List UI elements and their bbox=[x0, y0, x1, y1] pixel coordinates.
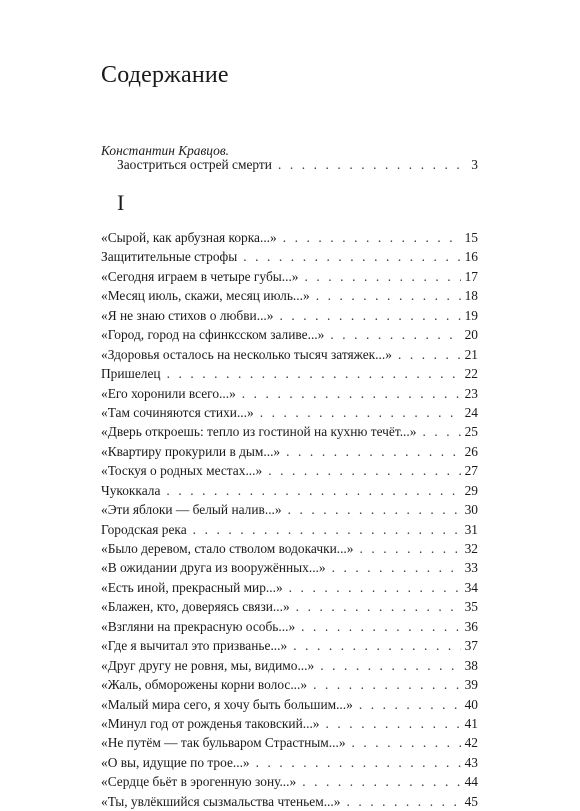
entry-title: Заостриться острей смерти bbox=[117, 157, 272, 172]
entry-title: «О вы, идущие по трое...» bbox=[101, 754, 250, 770]
toc-entry bbox=[101, 228, 478, 247]
toc-entry bbox=[101, 422, 478, 441]
toc-entry bbox=[101, 500, 478, 519]
toc-entry bbox=[101, 247, 478, 266]
entry-title: «Жаль, обморожены корни волос...» bbox=[101, 677, 308, 693]
toc-entry bbox=[101, 481, 478, 500]
entry-title: «Минул год от рожденья таковский...» bbox=[101, 715, 320, 731]
entry-page: 42 bbox=[464, 735, 478, 751]
toc-entry bbox=[101, 617, 478, 636]
entry-page: 40 bbox=[464, 696, 478, 712]
entry-page: 41 bbox=[464, 715, 478, 731]
preface-author: Константин Кравцов. bbox=[101, 143, 230, 158]
entry-page: 16 bbox=[464, 249, 478, 265]
leader-dots bbox=[320, 656, 460, 675]
leader-dots bbox=[283, 228, 461, 247]
entry-title: «Было деревом, стало стволом водокачки...» bbox=[101, 541, 354, 556]
entry-title: «Тоскуя о родных местах...» bbox=[101, 463, 263, 479]
leader-dots bbox=[293, 636, 460, 655]
entry-page: 31 bbox=[464, 521, 478, 537]
toc-entry bbox=[101, 578, 478, 597]
entry-title: Городская река bbox=[101, 521, 187, 537]
toc-entry bbox=[101, 753, 478, 772]
entry-page: 20 bbox=[464, 327, 478, 343]
leader-dots bbox=[268, 461, 460, 480]
preface-entry bbox=[117, 155, 478, 174]
entry-page: 33 bbox=[464, 560, 478, 576]
leader-dots bbox=[243, 247, 460, 266]
leader-dots bbox=[313, 675, 461, 694]
toc-entry bbox=[101, 520, 478, 539]
entry-title: «Есть иной, прекрасный мир...» bbox=[101, 579, 283, 595]
entry-page: 3 bbox=[471, 157, 478, 172]
entry-title: «Ты, увлёкшийся сызмальства чтеньем...» bbox=[101, 793, 341, 809]
toc-entry bbox=[101, 772, 478, 791]
page-title: Содержание bbox=[101, 62, 229, 88]
entry-page: 21 bbox=[464, 346, 478, 362]
entry-page: 26 bbox=[464, 443, 478, 459]
entry-page: 38 bbox=[464, 657, 478, 673]
entry-title: «Где я вычитал это призванье...» bbox=[101, 638, 288, 654]
leader-dots bbox=[326, 714, 461, 733]
leader-dots bbox=[330, 325, 460, 344]
toc-entry bbox=[101, 597, 478, 616]
leader-dots bbox=[316, 286, 461, 305]
entry-page: 37 bbox=[464, 638, 478, 654]
toc-entry bbox=[101, 461, 478, 480]
leader-dots bbox=[302, 772, 460, 791]
entry-title: «Сердце бьёт в эрогенную зону...» bbox=[101, 774, 297, 790]
leader-dots bbox=[301, 617, 460, 636]
leader-dots bbox=[279, 306, 460, 325]
toc-list bbox=[101, 228, 478, 811]
entry-page: 22 bbox=[464, 366, 478, 382]
entry-page: 19 bbox=[464, 307, 478, 323]
entry-title: «Здоровья осталось на несколько тысяч затяжек...» bbox=[101, 346, 392, 362]
leader-dots bbox=[289, 578, 461, 597]
entry-title: «Там сочиняются стихи...» bbox=[101, 404, 254, 420]
entry-title: «Месяц июль, скажи, месяц июль...» bbox=[101, 288, 310, 304]
leader-dots bbox=[346, 792, 460, 811]
entry-page: 24 bbox=[464, 404, 478, 420]
toc-entry bbox=[101, 442, 478, 461]
toc-entry bbox=[101, 656, 478, 675]
entry-page: 30 bbox=[464, 502, 478, 518]
toc-entry bbox=[101, 384, 478, 403]
entry-title: «Эти яблоки — белый налив...» bbox=[101, 502, 282, 518]
toc-entry bbox=[101, 403, 478, 422]
entry-title: «Блажен, кто, доверяясь связи...» bbox=[101, 599, 290, 615]
entry-title: «В ожидании друга из вооружённых...» bbox=[101, 560, 326, 576]
toc-entry bbox=[101, 695, 478, 714]
entry-title: «Город, город на сфинксском заливе...» bbox=[101, 327, 325, 343]
entry-title: Защитительные строфы bbox=[101, 249, 238, 265]
entry-title: «Я не знаю стихов о любви...» bbox=[101, 307, 274, 323]
leader-dots bbox=[167, 364, 461, 383]
toc-entry bbox=[101, 558, 478, 577]
entry-title: «Не путём — так бульваром Страстным...» bbox=[101, 735, 346, 751]
entry-page: 36 bbox=[464, 618, 478, 634]
leader-dots bbox=[288, 500, 461, 519]
leader-dots bbox=[193, 520, 461, 539]
leader-dots bbox=[166, 481, 460, 500]
entry-page: 25 bbox=[464, 424, 478, 440]
leader-dots bbox=[332, 558, 461, 577]
entry-title: «Взгляни на прекрасную особь...» bbox=[101, 618, 296, 634]
leader-dots bbox=[278, 155, 467, 174]
entry-title: «Сегодня играем в четыре губы...» bbox=[101, 268, 299, 284]
toc-entry bbox=[101, 714, 478, 733]
leader-dots bbox=[359, 539, 460, 558]
entry-page: 39 bbox=[464, 677, 478, 693]
leader-dots bbox=[296, 597, 461, 616]
leader-dots bbox=[286, 442, 460, 461]
toc-entry bbox=[101, 286, 478, 305]
entry-page: 43 bbox=[464, 754, 478, 770]
section-number: I bbox=[117, 190, 125, 215]
leader-dots bbox=[398, 345, 461, 364]
entry-page: 29 bbox=[464, 482, 478, 498]
toc-entry bbox=[101, 267, 478, 286]
entry-page: 32 bbox=[464, 541, 478, 556]
entry-page: 35 bbox=[464, 599, 478, 615]
leader-dots bbox=[256, 753, 461, 772]
toc-entry bbox=[101, 306, 478, 325]
entry-page: 45 bbox=[464, 793, 478, 809]
toc-entry bbox=[101, 733, 478, 752]
toc-entry bbox=[101, 792, 478, 811]
entry-page: 18 bbox=[464, 288, 478, 304]
toc-entry bbox=[101, 345, 478, 364]
entry-page: 23 bbox=[464, 385, 478, 401]
toc-entry bbox=[101, 636, 478, 655]
entry-title: «Друг другу не ровня, мы, видимо...» bbox=[101, 657, 315, 673]
leader-dots bbox=[352, 733, 461, 752]
toc-entry bbox=[101, 675, 478, 694]
entry-page: 17 bbox=[464, 268, 478, 284]
entry-title: «Квартиру прокурили в дым...» bbox=[101, 443, 281, 459]
entry-page: 44 bbox=[464, 774, 478, 790]
leader-dots bbox=[242, 384, 461, 403]
leader-dots bbox=[305, 267, 461, 286]
entry-page: 15 bbox=[464, 230, 478, 245]
toc-entry bbox=[101, 539, 478, 558]
entry-title: Чукоккала bbox=[101, 482, 161, 498]
leader-dots bbox=[422, 422, 460, 441]
entry-page: 34 bbox=[464, 579, 478, 595]
entry-title: «Его хоронили всего...» bbox=[101, 385, 236, 401]
entry-title: «Сырой, как арбузная корка...» bbox=[101, 230, 277, 245]
entry-page: 27 bbox=[464, 463, 478, 479]
entry-title: «Малый мира сего, я хочу быть большим...» bbox=[101, 696, 353, 712]
toc-entry bbox=[101, 325, 478, 344]
entry-title: Пришелец bbox=[101, 366, 161, 382]
entry-title: «Дверь откроешь: тепло из гостиной на кухню течёт...» bbox=[101, 424, 417, 440]
toc-entry bbox=[101, 364, 478, 383]
leader-dots bbox=[260, 403, 461, 422]
leader-dots bbox=[359, 695, 461, 714]
